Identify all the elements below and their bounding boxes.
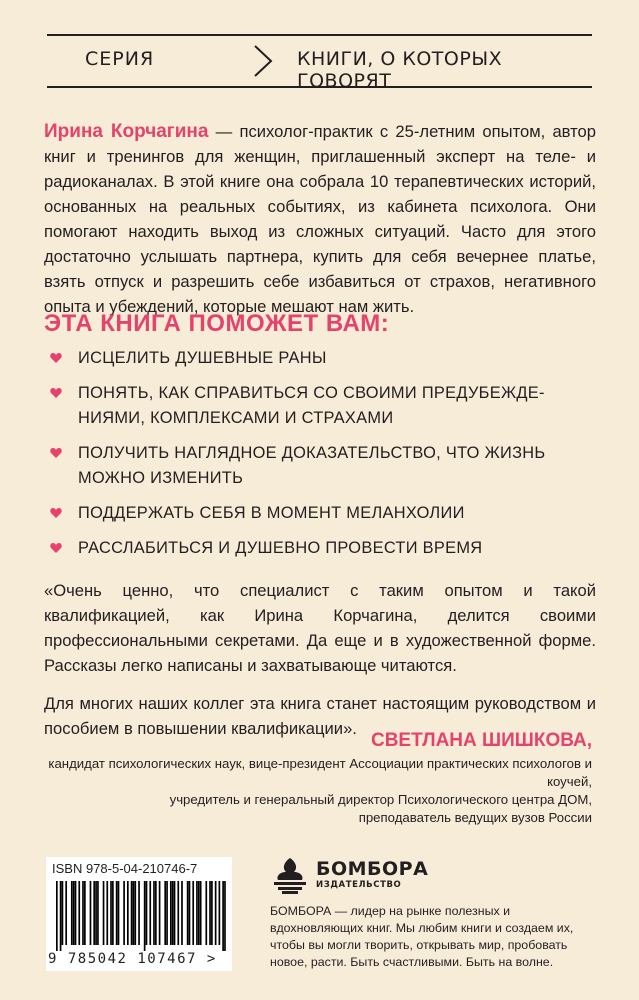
barcode-bar	[198, 881, 200, 945]
barcode-bar	[138, 881, 140, 945]
barcode-bar	[155, 881, 157, 945]
barcode-bar	[112, 881, 114, 945]
benefit-line: ПОДДЕРЖАТЬ СЕБЯ В МОМЕНТ МЕЛАНХОЛИИ	[78, 504, 465, 522]
benefit-line: ПОЛУЧИТЬ НАГЛЯДНОЕ ДОКАЗАТЕЛЬСТВО, ЧТО ЖИЗНЬ	[78, 444, 546, 462]
barcode-bar	[177, 881, 179, 945]
benefit-line: НИЯМИ, КОМПЛЕКСАМИ И СТРАХАМИ	[78, 409, 394, 427]
benefit-item	[44, 441, 604, 491]
benefit-line: МОЖНО ИЗМЕНИТЬ	[78, 469, 244, 487]
publisher-logo-icon	[270, 856, 310, 894]
barcode-bar	[166, 881, 168, 945]
barcode-bar	[192, 881, 194, 945]
heart-icon	[50, 352, 62, 364]
reviewer-name: СВЕТЛАНА ШИШКОВА,	[370, 730, 592, 751]
barcode-icon	[56, 881, 226, 951]
benefit-line: ПОНЯТЬ, КАК СПРАВИТЬСЯ СО СВОИМИ ПРЕДУБЕЖДЕ-	[78, 384, 545, 402]
barcode-bar	[56, 881, 58, 951]
barcode-bar	[62, 881, 64, 945]
barcode-bar	[159, 881, 161, 945]
barcode-digits: 9 785042 107467 >	[48, 951, 217, 967]
barcode-bar	[215, 881, 217, 945]
quote-paragraph: «Очень ценно, что специалист с таким опытом и такой квалификацией, как Ирина Корчагина, делится своими профессиональными секретами. Да еще и в художественной форме. Рассказы легко написаны и захватывающе читаются.	[44, 581, 596, 675]
heart-icon	[50, 507, 62, 519]
barcode-bar	[73, 881, 75, 945]
heart-icon	[50, 542, 62, 554]
barcode-bar	[196, 881, 198, 945]
reviewer-credentials	[32, 755, 592, 827]
barcode-bar	[205, 881, 207, 945]
barcode-bar	[84, 881, 86, 945]
publisher-subtitle: ИЗДАТЕЛЬСТВО	[316, 880, 402, 890]
heart-icon	[50, 387, 62, 399]
barcode-bar	[187, 881, 189, 945]
barcode-bar	[65, 881, 67, 945]
publisher-blurb: БОМБОРА — лидер на рынке полезных и вдохновляющих книг. Мы любим книги и создаем их, чтобы вы могли творить, открывать мир, пробовать новое, расти. Быть счастливыми. Быть на волне.	[270, 904, 574, 969]
barcode-bar	[149, 881, 151, 945]
author-intro	[44, 119, 596, 319]
benefit-item	[44, 536, 604, 561]
series-name: КНИГИ, О КОТОРЫХ ГОВОРЯТ	[297, 48, 503, 92]
benefits-heading: ЭТА КНИГА ПОМОЖЕТ ВАМ:	[44, 310, 390, 337]
reviewer-credential-line: кандидат психологических наук, вице-президент Ассоциации практических психологов и коучей,	[48, 756, 592, 789]
benefit-item	[44, 501, 604, 526]
barcode-bar	[200, 881, 202, 945]
barcode-bar	[174, 881, 176, 945]
barcode-bar	[118, 881, 120, 945]
barcode-bar	[131, 881, 133, 945]
barcode-bar	[110, 881, 112, 945]
barcode-bar	[181, 881, 183, 945]
series-bar	[47, 34, 592, 92]
barcode-bar	[75, 881, 77, 945]
barcode-bar	[172, 881, 174, 945]
barcode-bar	[164, 881, 166, 945]
quote-paragraph: Для многих наших коллег эта книга станет настоящим руководством и пособием в повышении квалификации».	[44, 694, 596, 738]
barcode-bar	[106, 881, 108, 945]
barcode-bar	[90, 881, 92, 945]
barcode-bar	[97, 881, 99, 945]
review-quote	[44, 578, 596, 741]
barcode-bar	[93, 881, 95, 945]
barcode-bar	[95, 881, 97, 945]
benefit-item	[44, 346, 604, 371]
benefit-line: ИСЦЕЛИТЬ ДУШЕВНЫЕ РАНЫ	[78, 349, 327, 367]
barcode-bar	[170, 881, 172, 945]
barcode-bar	[123, 881, 125, 945]
isbn-barcode-box	[46, 857, 232, 971]
author-description: — психолог-практик с 25-летним опытом, автор книг и тренингов для женщин, приглашенный эксперт на теле- и радиоканалах. В этой книге она собрала 10 терапевтических историй, основанных на реальных событиях, из кабинета психолога. Они помогают находить выход из сложных ситуаций. Часто для этого достаточно услышать партнера, купить для себя вечернее платье, взять отпуск и разрешить себе избавиться от страхов, негативного опыта и убеждений, которые мешают нам жить.	[44, 122, 596, 316]
barcode-bar	[219, 881, 221, 945]
barcode-bar	[82, 881, 84, 945]
barcode-bar	[134, 881, 136, 945]
barcode-bar	[224, 881, 226, 951]
barcode-bar	[146, 881, 148, 945]
barcode-bar	[209, 881, 211, 945]
barcode-bar	[127, 881, 129, 945]
benefit-line: РАССЛАБИТЬСЯ И ДУШЕВНО ПРОВЕСТИ ВРЕМЯ	[78, 539, 483, 557]
author-name: Ирина Корчагина	[44, 121, 209, 142]
barcode-bar	[189, 881, 191, 945]
barcode-bar	[103, 881, 105, 945]
chevron-right-icon	[251, 44, 275, 78]
barcode-bar	[153, 881, 155, 945]
benefits-list	[44, 346, 604, 561]
barcode-bar	[222, 881, 224, 951]
barcode-bar	[78, 881, 80, 945]
barcode-bar	[71, 881, 73, 945]
benefit-item	[44, 381, 604, 431]
reviewer-credential-line: преподаватель ведущих вузов России	[358, 810, 592, 825]
series-label: СЕРИЯ	[85, 48, 155, 70]
barcode-bar	[144, 881, 146, 951]
barcode-bar	[116, 881, 118, 945]
reviewer-credential-line: учредитель и генеральный директор Психологического центра ДОМ,	[169, 792, 592, 807]
heart-icon	[50, 447, 62, 459]
isbn-number: ISBN 978-5-04-210746-7	[52, 861, 198, 876]
barcode-bar	[60, 881, 62, 951]
barcode-bar	[133, 881, 135, 945]
barcode-bar	[211, 881, 213, 945]
publisher-name: БОМБОРА	[316, 858, 429, 880]
